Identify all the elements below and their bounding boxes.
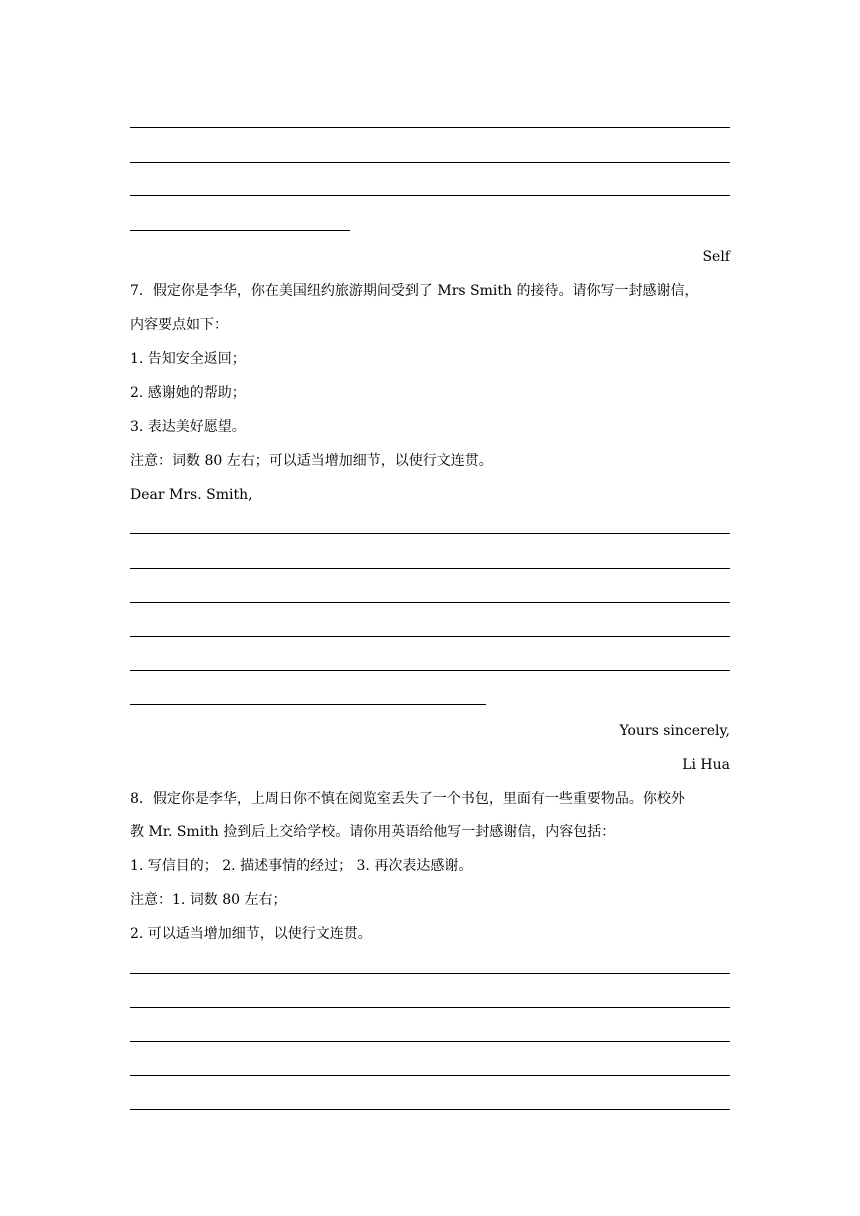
q7-point-3: 3. 表达美好愿望。 [130,419,246,435]
writing-line[interactable] [130,1109,730,1110]
writing-line[interactable] [130,127,730,128]
signature-self: Self [702,249,730,265]
writing-line[interactable] [130,670,730,671]
q7-point-2: 2. 感谢她的帮助； [130,385,246,401]
writing-line[interactable] [130,1075,730,1076]
writing-line[interactable] [130,1007,730,1008]
writing-line[interactable] [130,568,730,569]
writing-line[interactable] [130,973,730,974]
q8-note-1: 注意：1. 词数 80 左右； [130,892,287,908]
writing-line-short[interactable] [130,704,486,705]
writing-line[interactable] [130,636,730,637]
writing-line[interactable] [130,602,730,603]
q7-signature: Li Hua [682,757,730,773]
q7-prompt-line2: 内容要点如下： [130,317,228,333]
q7-closing: Yours sincerely, [619,723,730,739]
q7-salutation: Dear Mrs. Smith, [130,487,253,503]
writing-line[interactable] [130,533,730,534]
q7-prompt-line1: 7．假定你是李华，你在美国纽约旅游期间受到了 Mrs Smith 的接待。请你写一封感谢信， [130,283,699,299]
q7-note: 注意：词数 80 左右；可以适当增加细节，以使行文连贯。 [130,453,493,469]
q8-prompt-line2: 教 Mr. Smith 捡到后上交给学校。请你用英语给他写一封感谢信，内容包括： [130,824,616,840]
writing-line-short[interactable] [130,230,350,231]
q8-note-2: 2. 可以适当增加细节，以使行文连贯。 [130,926,372,942]
writing-line[interactable] [130,1041,730,1042]
q8-prompt-line1: 8．假定你是李华，上周日你不慎在阅览室丢失了一个书包，里面有一些重要物品。你校外 [130,791,685,807]
writing-line[interactable] [130,162,730,163]
q7-point-1: 1. 告知安全返回； [130,351,246,367]
writing-line[interactable] [130,195,730,196]
q8-points: 1. 写信目的； 2. 描述事情的经过； 3. 再次表达感谢。 [130,858,473,874]
